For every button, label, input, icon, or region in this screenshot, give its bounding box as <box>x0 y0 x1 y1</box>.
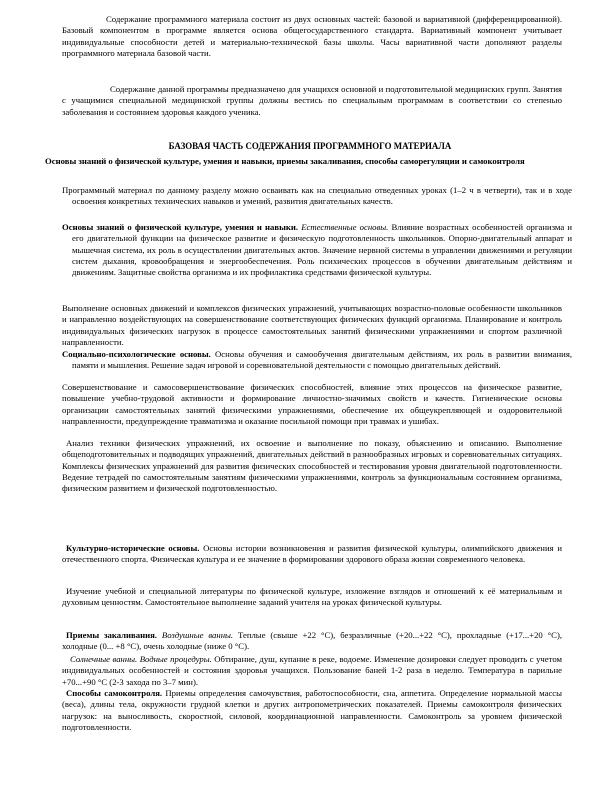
body-paragraph-7 <box>62 543 562 566</box>
text-self-control: Приемы определения самочувствия, работоспособности, сна, аппетита. Определение нормальной массы (веса), длины тела, окружности грудной клетки и других антропометрических показателей. Приемы самоконтроля физических нагрузок: на выносливость, скоростной, силовой, координационной направленности. Самоконтроль за уровнем физической подготовленности. <box>62 688 562 732</box>
section-title: БАЗОВАЯ ЧАСТЬ СОДЕРЖАНИЯ ПРОГРАММНОГО МАТЕРИАЛА <box>168 141 452 151</box>
section-subtitle: Основы знаний о физической культуре, умения и навыки, приемы закаливания, способы саморегуляции и самоконтроля <box>45 156 525 166</box>
body-paragraph-3: Выполнение основных движений и комплексов физических упражнений, учитывающих возрастно-половые особенности школьников и направленно воздействующих на совершенствование соответствующих физических функций организма. Планирование и контроль индивидуальных физических нагрузок в процессе самостоятельных занятий физическими упражнениями и спортом различной направленности. <box>62 303 562 347</box>
lead-knowledge: Основы знаний о физической культуре, умения и навыки. <box>62 222 299 232</box>
body-paragraph-11 <box>62 688 562 733</box>
body-paragraph-5: Совершенствование и самосовершенствование физических способностей, влияние этих процессов на физическое развитие, повышение учебно-трудовой активности и формирование личностно-значимых свойств и качеств. Гигиенические основы организации самостоятельных занятий физическими упражнениями, обеспечение их общеукрепляющей и оздоровительной направленности, предупреждение травматизма и оказание посильной помощи при травмах и ушибах. <box>62 382 562 426</box>
intro-paragraph-2: Содержание данной программы предназначено для учащихся основной и подготовительной медицинских групп. Занятия с учащимися специальной медицинской группы должны вестись по специальным программам в соответствии со степенью заболевания и состоянием здоровья каждого ученика. <box>62 84 562 117</box>
text-sun-water: Обтирание, душ, купание в реке, водоеме. Изменение дозировки следует проводить с учетом индивидуальных особенностей и состояния здоровья учащихся. Пользование баней 1-2 раза в неделю. Температура в парильне +70...+90 °С (2-3 захода по 3–7 мин). <box>62 654 562 687</box>
lead-air-baths: Воздушные ванны. <box>161 630 234 640</box>
body-paragraph-8: Изучение учебной и специальной литературы по физической культуре, изложение взглядов и отношений к её материальным и духовным ценностям. Самостоятельное выполнение заданий учителя на уроках физической культуры. <box>62 586 562 608</box>
body-paragraph-10 <box>62 654 562 688</box>
body-paragraph-9 <box>62 630 562 653</box>
text-natural-basics: Влияние возрастных особенностей организма и его двигательной функции на физическое развитие и физическую подготовленность школьников. Опорно-двигательный аппарат и мышечная система, их роль в осуществлении двигательных актов. Значение нервной системы в управлении движениями и регуляции систем дыхания, кровообращения и энергообеспечения. Роль психических процессов в обучении двигательным действиям и движениям. Защитные свойства организма и их профилактика средствами физической культуры. <box>72 222 573 278</box>
lead-hardening: Приемы закаливания. <box>66 630 157 640</box>
lead-cultural-historical: Культурно-исторические основы. <box>66 543 200 553</box>
body-paragraph-1: Программный материал по данному разделу можно осваивать как на специально отведенных уроках (1–2 ч в четверти), так и в ходе освоения конкретных технических навыков и умений, развития двигательных качеств. <box>62 185 572 207</box>
body-paragraph-6: Анализ техники физических упражнений, их освоение и выполнение по показу, объяснению и описанию. Выполнение общеподготовительных и подводящих упражнений, двигательных действий в разнообразных игровых и соревновательных ситуациях. Комплексы физических упражнений для развития физических способностей и тестирования уровня двигательной подготовленности. Ведение тетрадей по самостоятельным занятиям физическими упражнениями, контроль за функциональным состоянием организма, физическим развитием и физической подготовленностью. <box>62 438 562 494</box>
text-social-psychological: Основы обучения и самообучения двигательным действиям, их роль в развитии внимания, памяти и мышления. Решение задач игровой и соревновательной деятельности с помощью двигательных действий. <box>72 349 572 371</box>
body-paragraph-2 <box>62 222 572 278</box>
lead-social-psychological: Социально-психологические основы. <box>62 349 211 359</box>
lead-sun-water: Солнечные ванны. Водные процедуры. <box>70 654 212 664</box>
lead-self-control: Способы самоконтроля. <box>66 688 163 698</box>
body-paragraph-4 <box>62 349 572 372</box>
lead-natural-basics: Естественные основы. <box>301 222 389 232</box>
text-cultural-historical: Основы истории возникновения и развития физической культуры, олимпийского движения и отечественного спорта. Физическая культура и ее значение в формировании здорового образа жизни современного человека. <box>62 543 562 565</box>
text-air-baths: Теплые (свыше +22 °С), безразличные (+20...+22 °С), прохладные (+17...+20 °С), холодные (0... +8 °С), очень холодные (ниже 0 °С). <box>62 630 563 652</box>
intro-paragraph-1: Содержание программного материала состоит из двух основных частей: базовой и вариативной (дифференцированной). Базовый компонентом в программе является основа общегосударственного стандарта. Вариативный компонент учитывает индивидуальные способности детей и материально-технической базы школы. Часы вариативной части дополняют разделы программного материала базовой части. <box>62 14 562 58</box>
